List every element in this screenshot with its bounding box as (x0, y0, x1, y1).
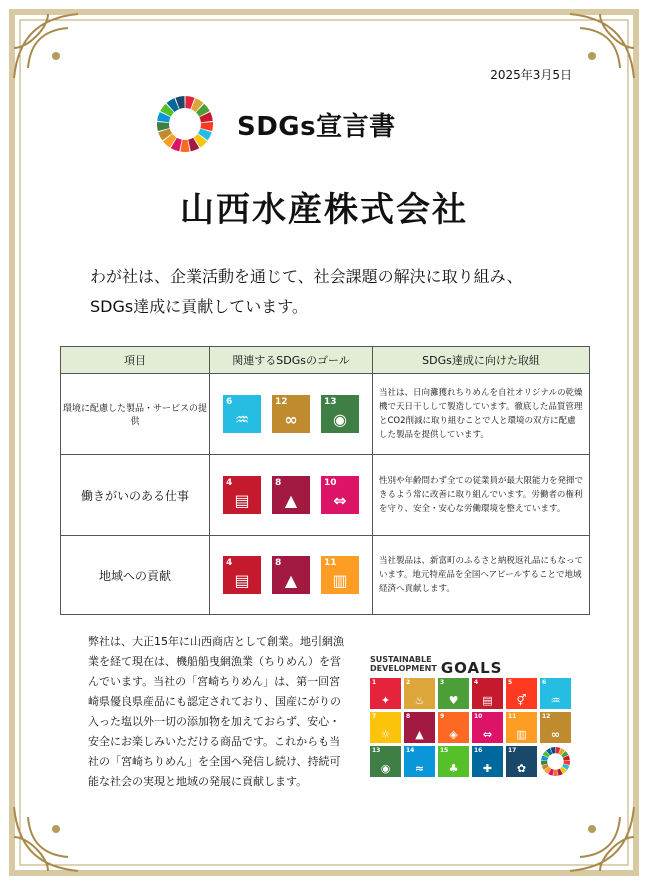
sdgs-table (60, 346, 590, 615)
goal-tile-number: 15 (440, 747, 449, 754)
header-item: 項目 (61, 347, 210, 374)
goal-tile-number: 2 (406, 679, 411, 686)
goal-tile-8-icon (404, 712, 435, 743)
sdg-goal-10-icon (321, 476, 359, 514)
goal-tile-number: 8 (406, 713, 411, 720)
sdg-goal-number: 13 (324, 397, 337, 407)
header-initiatives: SDGs達成に向けた取組 (373, 347, 590, 374)
sdg-goal-12-icon (272, 395, 310, 433)
goal-tile-3-icon (438, 678, 469, 709)
goals-line1: SUSTAINABLE (370, 655, 432, 664)
row-goals (210, 536, 373, 615)
sdgs-logo (155, 94, 515, 154)
goal-tile-16-icon (472, 746, 503, 777)
goal-tile-glyph: ◉ (380, 762, 391, 775)
goal-tile-number: 12 (542, 713, 551, 720)
goal-tile-glyph: ✿ (516, 762, 527, 775)
goal-tile-glyph: ▥ (516, 728, 527, 741)
goals-line2: DEVELOPMENT (370, 664, 437, 673)
row-text: 性別や年齢問わず全ての従業員が最大限能力を発揮できるよう常に改善に取り組んでいます。労働者の権利を守り、安全・安心な労働環境を整えています。 (373, 455, 590, 536)
goal-tile-13-icon (370, 746, 401, 777)
row-text: 当社製品は、新富町のふるさと納税返礼品にもなっています。地元特産品を全国へアピールすることで地域経済へ貢献します。 (373, 536, 590, 615)
goal-tile-9-icon (438, 712, 469, 743)
goal-tile-6-icon (540, 678, 571, 709)
sdg-goal-8-icon (272, 476, 310, 514)
sdg-goal-glyph: ▲ (284, 571, 298, 590)
sdg-goal-number: 10 (324, 478, 337, 488)
sdg-goal-number: 8 (275, 478, 282, 488)
sdg-goal-8-icon (272, 556, 310, 594)
logo-title: SDGs宣言書 (237, 112, 396, 142)
goal-tile-glyph: ♥ (448, 694, 459, 707)
goal-tile-number: 10 (474, 713, 483, 720)
goal-tile-12-icon (540, 712, 571, 743)
company-name: 山西水産株式会社 (180, 190, 468, 230)
row-item: 環境に配慮した製品・サービスの提供 (61, 374, 210, 455)
sdgs-wheel-icon (155, 94, 215, 154)
goal-tile-number: 16 (474, 747, 483, 754)
goal-tile-glyph: ◈ (449, 728, 458, 741)
goal-tile-5-icon (506, 678, 537, 709)
sdg-goal-glyph: ▤ (234, 491, 250, 510)
goal-tile-number: 17 (508, 747, 517, 754)
goal-tile-glyph: ⇔ (482, 728, 493, 741)
goal-tile-11-icon (506, 712, 537, 743)
table-row (61, 455, 590, 536)
goal-tile-4-icon (472, 678, 503, 709)
goal-tile-number: 4 (474, 679, 479, 686)
goal-tile-glyph: ♨ (414, 694, 425, 707)
goal-tile-number: 5 (508, 679, 513, 686)
row-item: 働きがいのある仕事 (61, 455, 210, 536)
intro-line: SDGs達成に貢献しています。 (90, 297, 308, 316)
row-goals (210, 374, 373, 455)
goal-tile-glyph: ♣ (448, 762, 459, 775)
sdg-goal-glyph: ▤ (234, 571, 250, 590)
goal-tile-1-icon (370, 678, 401, 709)
goal-tile-17-icon (506, 746, 537, 777)
goal-tile-glyph: ▲ (415, 728, 424, 741)
sdg-goal-number: 8 (275, 558, 282, 568)
sdg-goal-4-icon (223, 556, 261, 594)
goal-tile-2-icon (404, 678, 435, 709)
sdg-goal-glyph: ⇔ (333, 491, 347, 510)
goal-tile-number: 1 (372, 679, 377, 686)
goal-tile-15-icon (438, 746, 469, 777)
goal-tile-glyph: ♒ (550, 694, 561, 707)
goal-tile-number: 9 (440, 713, 445, 720)
goal-tile-glyph: ≈ (414, 762, 425, 775)
header-goals: 関連するSDGsのゴール (210, 347, 373, 374)
row-item: 地域への貢献 (61, 536, 210, 615)
row-goals (210, 455, 373, 536)
sdg-goal-number: 4 (226, 478, 233, 488)
goal-tile-7-icon (370, 712, 401, 743)
table-row (61, 374, 590, 455)
sdg-goal-glyph: ∞ (284, 410, 298, 429)
sdgs-wheel-tile-icon (540, 746, 571, 777)
goal-tile-number: 13 (372, 747, 381, 754)
goal-tile-number: 6 (542, 679, 547, 686)
goal-tile-number: 7 (372, 713, 377, 720)
table-row (61, 536, 590, 615)
goal-tile-glyph: ✦ (380, 694, 391, 707)
issue-date: 2025年3月5日 (490, 68, 572, 82)
goal-tile-glyph: ∞ (550, 728, 561, 741)
goal-tile-number: 14 (406, 747, 415, 754)
goal-tile-glyph: ▤ (482, 694, 493, 707)
intro-statement (90, 262, 590, 322)
goal-tile-number: 3 (440, 679, 445, 686)
goals-grid (370, 678, 578, 777)
sdg-goal-glyph: ♒ (234, 410, 250, 429)
sdg-goal-6-icon (223, 395, 261, 433)
wheel-segment (180, 140, 189, 152)
sdg-goal-glyph: ▥ (332, 571, 348, 590)
company-history: 弊社は、大正15年に山西商店として創業。地引網漁業を経て現在は、機船船曳網漁業（ちりめん）を営んでいます。当社の「宮崎ちりめん」は、第一回宮崎県優良県産品にも認定されており、国産にがりの入った塩以外一切の添加物を加えておらず、安心・安全にお楽しみいただける商品です。これからも当社の「宮崎ちりめん」を全国へ発信し続け、持続可能な社会の実現と地域の発展に貢献します。 (88, 635, 344, 788)
sdg-goal-number: 12 (275, 397, 288, 407)
intro-line: わが社は、企業活動を通じて、社会課題の解決に取り組み、 (90, 267, 523, 286)
sdg-goal-11-icon (321, 556, 359, 594)
sdgs-goals-poster (370, 655, 578, 777)
sdg-goal-glyph: ▲ (284, 491, 298, 510)
goal-tile-number: 11 (508, 713, 517, 720)
goal-tile-14-icon (404, 746, 435, 777)
table-header-row (61, 347, 590, 374)
sdg-goal-13-icon (321, 395, 359, 433)
sdg-goal-4-icon (223, 476, 261, 514)
mini-wheel-icon (540, 746, 571, 777)
goals-poster-title (370, 655, 578, 677)
wheel-segment (553, 770, 558, 776)
goal-tile-10-icon (472, 712, 503, 743)
goal-tile-glyph: ✚ (482, 762, 493, 775)
sdg-goal-number: 11 (324, 558, 337, 568)
goal-tile-glyph: ⚥ (516, 694, 527, 707)
sdg-goal-glyph: ◉ (333, 410, 347, 429)
goals-big: GOALS (440, 659, 503, 677)
goal-tile-glyph: ☼ (380, 728, 391, 741)
row-text: 当社は、日向灘獲れちりめんを自社オリジナルの乾燥機で天日干しして製造しています。徹底した品質管理とCO2削減に取り組むことで人と環境の双方に配慮した製品を提供しています。 (373, 374, 590, 455)
sdg-goal-number: 6 (226, 397, 233, 407)
sdg-goal-number: 4 (226, 558, 233, 568)
